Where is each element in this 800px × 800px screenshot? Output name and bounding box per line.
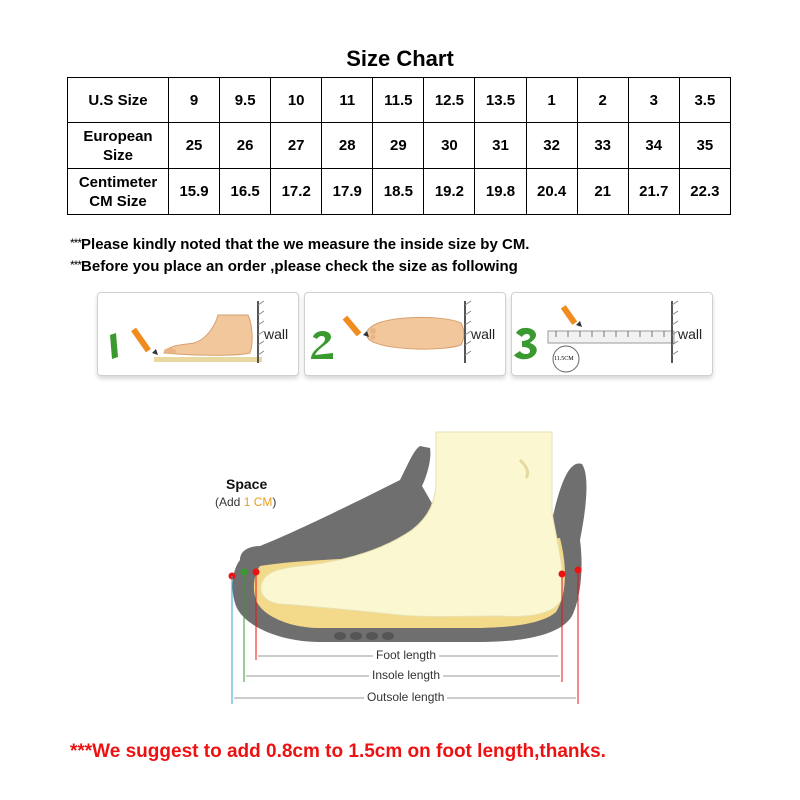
table-cell: 27	[271, 123, 322, 169]
table-cell: 9	[169, 78, 220, 123]
table-cell: 33	[577, 123, 628, 169]
table-cell: 11.5	[373, 78, 424, 123]
table-cell: 3.5	[679, 78, 730, 123]
table-cell: 17.2	[271, 169, 322, 215]
table-cell: 13.5	[475, 78, 526, 123]
row-header-cm: Centimeter CM Size	[68, 169, 169, 215]
space-subtitle	[215, 495, 276, 509]
table-cell: 18.5	[373, 169, 424, 215]
table-cell: 15.9	[169, 169, 220, 215]
table-cell: 20.4	[526, 169, 577, 215]
foot-side-icon	[164, 315, 252, 355]
space-sub-prefix: (Add	[215, 495, 244, 509]
table-cell: 31	[475, 123, 526, 169]
row-header-us: U.S Size	[68, 78, 169, 123]
outsole-length-label: Outsole length	[364, 690, 447, 704]
size-chart-title: Size Chart	[346, 46, 454, 71]
step-3-panel	[511, 292, 713, 376]
table-cell: 26	[220, 123, 271, 169]
ruler-reading: 11.5CM	[554, 356, 574, 362]
note-prefix: ***	[70, 258, 82, 272]
row-header-european: European Size	[68, 123, 169, 169]
table-cell: 17.9	[322, 169, 373, 215]
table-cell: 28	[322, 123, 373, 169]
table-cell: 35	[679, 123, 730, 169]
size-table	[67, 77, 731, 215]
foot-length-label: Foot length	[373, 648, 439, 662]
table-cell: 11	[322, 78, 373, 123]
table-cell: 12.5	[424, 78, 475, 123]
table-cell: 34	[628, 123, 679, 169]
table-cell: 21.7	[628, 169, 679, 215]
table-cell: 21	[577, 169, 628, 215]
step-number-2-icon	[311, 331, 333, 359]
foot-top-icon	[367, 317, 465, 349]
table-cell: 2	[577, 78, 628, 123]
note-prefix: ***	[70, 236, 82, 250]
pencil-icon	[343, 316, 369, 337]
table-cell: 32	[526, 123, 577, 169]
table-cell: 3	[628, 78, 679, 123]
table-cell: 30	[424, 123, 475, 169]
table-row-us	[68, 78, 731, 123]
table-cell: 25	[169, 123, 220, 169]
space-sub-suffix: )	[272, 495, 277, 509]
note-text: Please kindly noted that the we measure the inside size by CM.	[81, 236, 530, 253]
step-2-panel	[304, 292, 506, 376]
wall-label: wall	[678, 326, 703, 342]
step-1-panel	[97, 292, 299, 376]
wall-label: wall	[264, 326, 289, 342]
table-row-cm	[68, 169, 731, 215]
step-number-1-icon	[110, 333, 118, 359]
table-cell: 9.5	[220, 78, 271, 123]
table-cell: 19.2	[424, 169, 475, 215]
step-number-3-icon	[514, 328, 537, 359]
measure-note	[70, 236, 529, 253]
table-cell: 22.3	[679, 169, 730, 215]
ruler-icon	[548, 331, 674, 343]
space-title: Space	[226, 476, 268, 492]
note-text: Before you place an order ,please check the size as following	[81, 258, 518, 275]
pencil-icon	[131, 328, 158, 355]
insole-length-label: Insole length	[369, 668, 443, 682]
table-cell: 10	[271, 78, 322, 123]
measure-steps	[97, 292, 714, 375]
wall-label: wall	[471, 326, 496, 342]
table-cell: 29	[373, 123, 424, 169]
space-sub-value: 1 CM	[243, 495, 273, 509]
pencil-icon	[561, 305, 582, 327]
table-cell: 19.8	[475, 169, 526, 215]
order-note	[70, 258, 518, 275]
table-cell: 1	[526, 78, 577, 123]
table-row-european	[68, 123, 731, 169]
suggestion-note: ***We suggest to add 0.8cm to 1.5cm on foot length,thanks.	[70, 741, 606, 762]
table-cell: 16.5	[220, 169, 271, 215]
